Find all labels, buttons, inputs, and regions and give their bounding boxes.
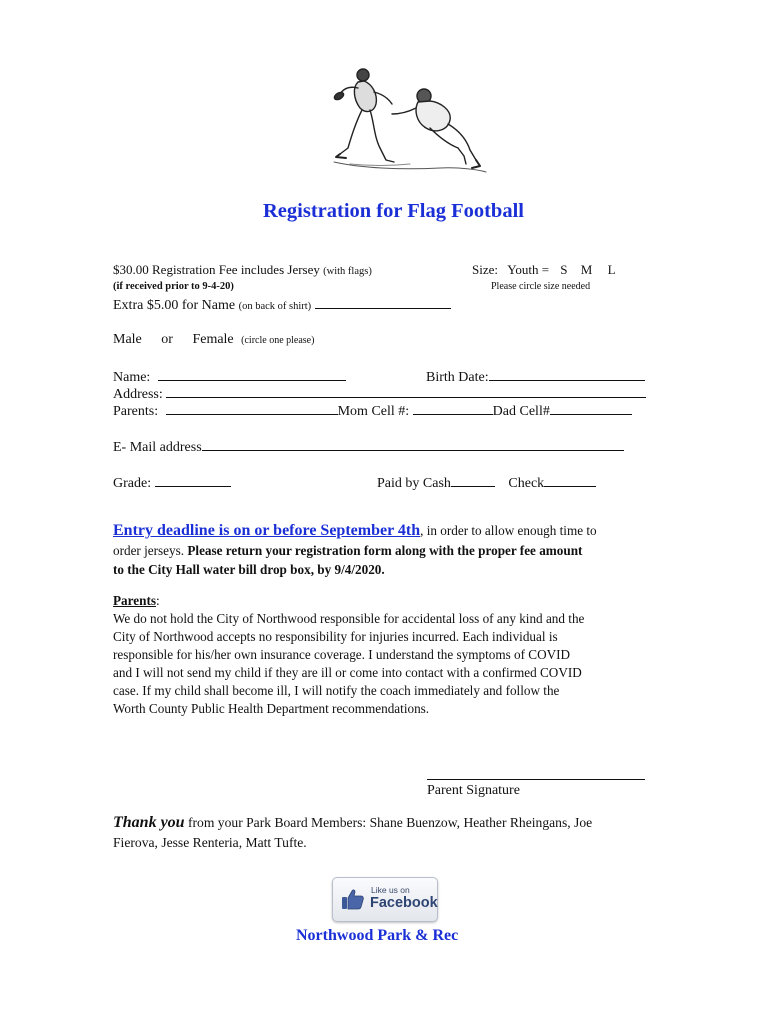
size-option-s[interactable]: S <box>560 262 568 277</box>
facebook-big-label: Facebook <box>370 895 438 911</box>
payment-row <box>377 474 596 492</box>
size-youth-label: Youth = <box>507 262 550 277</box>
deadline-emphasis: Entry deadline is on or before September 4th <box>113 522 421 539</box>
name-fee-field[interactable] <box>315 296 451 309</box>
gender-female[interactable]: Female <box>192 332 234 347</box>
address-label: Address: <box>113 387 163 402</box>
size-note: Please circle size needed <box>491 281 591 292</box>
thanks-line-2: Fierova, Jesse Renteria, Matt Tufte. <box>113 835 307 850</box>
birth-date-field[interactable] <box>489 368 645 381</box>
deadline-line-3: to the City Hall water bill drop box, by 9/4/2020. <box>113 562 385 577</box>
received-prior-note: (if received prior to 9-4-20) <box>113 281 234 292</box>
dad-cell-field[interactable] <box>550 402 632 415</box>
address-row <box>113 385 646 403</box>
gender-line <box>113 332 314 348</box>
signature-label: Parent Signature <box>427 783 520 798</box>
deadline-bold-1: Please return your registration form along with the proper fee amount <box>187 543 583 558</box>
thumbs-up-icon <box>341 887 365 911</box>
dad-cell-label: Dad Cell# <box>492 404 550 419</box>
size-option-m[interactable]: M <box>580 262 593 277</box>
thanks-line-1 <box>113 814 592 832</box>
check-label: Check <box>508 476 545 491</box>
paid-cash-field[interactable] <box>451 474 495 487</box>
email-field[interactable] <box>202 438 624 451</box>
deadline-line-2 <box>113 543 582 559</box>
size-line <box>472 262 616 278</box>
grade-row <box>113 474 231 492</box>
email-row <box>113 438 624 456</box>
thanks-emphasis: Thank you <box>113 814 185 831</box>
name-row <box>113 368 346 386</box>
grade-label: Grade: <box>113 476 152 491</box>
footer-org: Northwood Park & Rec <box>296 927 459 944</box>
gender-male[interactable]: Male <box>113 332 142 347</box>
parents-label: Parents: <box>113 404 159 419</box>
gender-note: (circle one please) <box>241 335 315 346</box>
deadline-rest: , in order to allow enough time to <box>420 523 597 538</box>
name-field[interactable] <box>158 368 346 381</box>
waiver-line: Worth County Public Health Department recommendations. <box>113 701 430 716</box>
paid-cash-label: Paid by Cash <box>377 476 451 491</box>
parents-field[interactable] <box>166 402 338 415</box>
name-fee-line <box>113 296 451 314</box>
waiver-line: and I will not send my child if they are ill or come into contact with a confirmed COVID <box>113 665 582 680</box>
deadline-plain: order jerseys. <box>113 543 185 558</box>
facebook-small-label: Like us on <box>371 885 410 895</box>
address-field[interactable] <box>166 385 646 398</box>
grade-field[interactable] <box>155 474 231 487</box>
fee-line <box>113 262 372 278</box>
birth-date-label: Birth Date: <box>426 370 489 385</box>
waiver-line: responsible for his/her own insurance coverage. I understand the symptoms of COVID <box>113 647 571 662</box>
name-label: Name: <box>113 370 151 385</box>
size-option-l[interactable]: L <box>607 262 616 277</box>
mom-cell-label: Mom Cell #: <box>337 404 410 419</box>
thanks-text-1: from your Park Board Members: Shane Buenzow, Heather Rheingans, Joe <box>187 815 593 830</box>
parents-row <box>113 402 632 420</box>
flag-football-illustration <box>330 64 490 176</box>
waiver-heading-row <box>113 593 160 609</box>
mom-cell-field[interactable] <box>413 402 493 415</box>
fee-note: (with flags) <box>323 266 372 277</box>
birth-date-row <box>426 368 645 386</box>
size-label: Size: <box>472 262 498 277</box>
name-fee-text: Extra $5.00 for Name <box>113 298 236 313</box>
page-title: Registration for Flag Football <box>263 200 524 222</box>
waiver-line: City of Northwood accepts no responsibility for injuries incurred. Each individual is <box>113 629 558 644</box>
email-label: E- Mail address <box>113 440 202 455</box>
fee-text: $30.00 Registration Fee includes Jersey <box>113 262 320 277</box>
deadline-line-1 <box>113 522 597 540</box>
waiver-line: case. If my child shall become ill, I will notify the coach immediately and follow the <box>113 683 560 698</box>
waiver-heading-colon: : <box>155 593 160 608</box>
gender-or: or <box>161 332 173 347</box>
signature-field[interactable] <box>427 779 645 780</box>
check-field[interactable] <box>544 474 596 487</box>
name-fee-note: (on back of shirt) <box>238 301 312 312</box>
facebook-like-button[interactable] <box>332 877 438 922</box>
waiver-heading: Parents <box>113 593 156 608</box>
waiver-line: We do not hold the City of Northwood responsible for accidental loss of any kind and the <box>113 611 585 626</box>
